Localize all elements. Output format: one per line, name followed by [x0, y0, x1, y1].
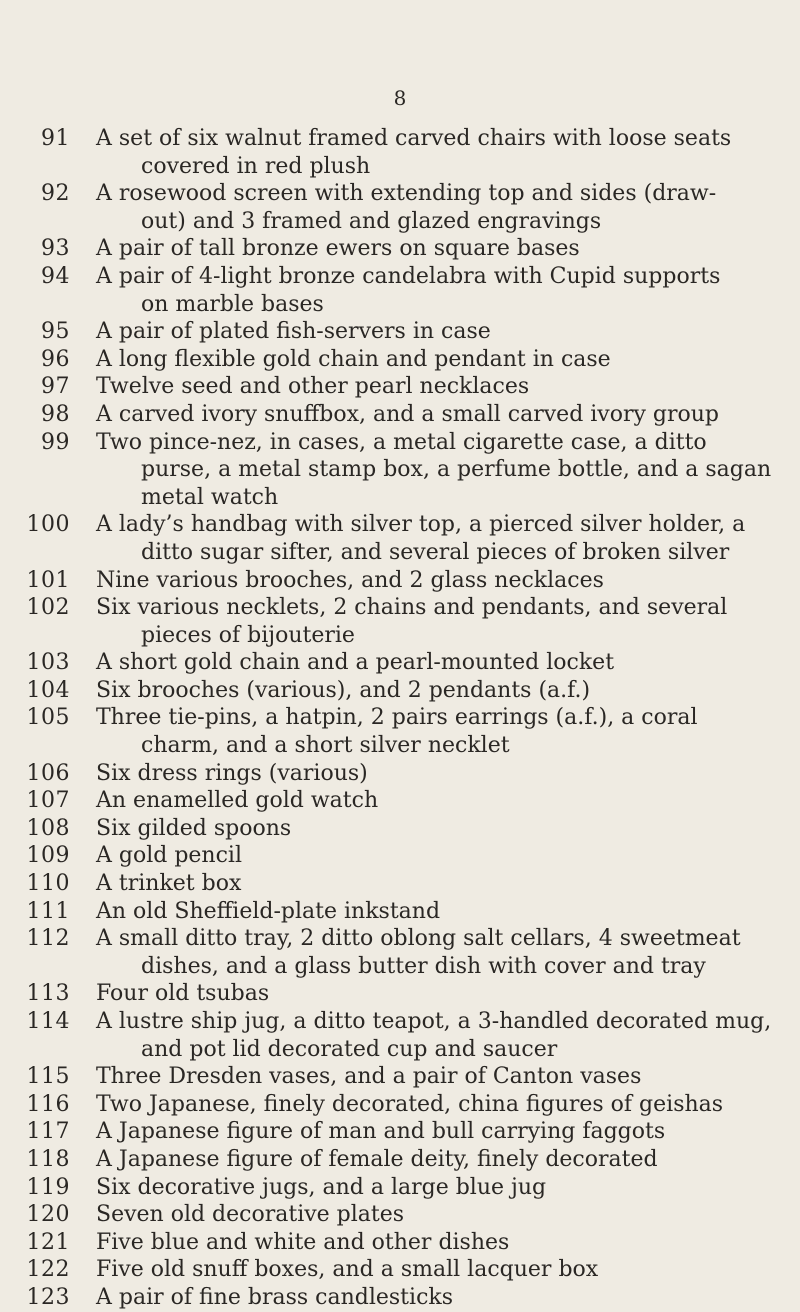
lot-description-line: A pair of fine brass candlesticks	[96, 1284, 454, 1310]
lot-description-line: on marble bases	[141, 291, 324, 317]
lot-description	[70, 925, 788, 980]
lot-description-line: A Japanese figure of female deity, finely decorated	[96, 1146, 658, 1172]
lot-description	[70, 1256, 788, 1284]
lot-description-line: Two Japanese, finely decorated, china figures of geishas	[96, 1091, 724, 1117]
lot-description-line: Three Dresden vases, and a pair of Canton vases	[96, 1064, 642, 1090]
lot-number: 115	[26, 1064, 70, 1090]
lot-entry	[18, 263, 788, 318]
lot-description-line: A lustre ship jug, a ditto teapot, a 3-handled decorated mug,	[96, 1009, 772, 1034]
lot-description-line: pieces of bijouterie	[141, 622, 355, 648]
lot-number: 114	[26, 1009, 70, 1034]
lot-number: 104	[26, 677, 70, 703]
lot-description-line: Three tie-pins, a hatpin, 2 pairs earrings (a.f.), a coral	[96, 705, 698, 731]
lot-entry	[18, 346, 788, 374]
lot-description	[70, 870, 788, 898]
lot-description	[70, 263, 788, 318]
lot-description-line: A lady’s handbag with silver top, a pierced silver holder, a	[96, 512, 746, 538]
lot-description-line: ditto sugar sifter, and several pieces of broken silver	[141, 539, 730, 565]
lot-entry	[18, 980, 788, 1008]
lot-entry	[18, 401, 788, 429]
lot-description	[70, 1174, 788, 1202]
lot-description	[70, 1146, 788, 1174]
lot-description	[70, 318, 788, 346]
lot-number: 102	[26, 595, 70, 621]
lot-description-line: Nine various brooches, and 2 glass necklaces	[96, 567, 604, 593]
lot-description	[70, 787, 788, 815]
lot-description-line: charm, and a short silver necklet	[141, 733, 510, 759]
lot-description	[70, 1284, 788, 1312]
lot-entry	[18, 1118, 788, 1146]
lot-description-line: An old Sheffield-plate inkstand	[96, 898, 441, 924]
lot-entry	[18, 1063, 788, 1091]
lot-number: 92	[41, 181, 70, 207]
lot-description-line: and pot lid decorated cup and saucer	[141, 1036, 558, 1062]
lot-description	[70, 511, 788, 566]
lot-number: 109	[26, 843, 70, 869]
lot-description	[70, 677, 788, 705]
lot-description	[70, 373, 788, 401]
lot-description-line: Four old tsubas	[96, 981, 270, 1007]
lot-description-line: A pair of plated fish-servers in case	[96, 319, 491, 345]
lot-entry	[18, 1091, 788, 1119]
lot-description-line: metal watch	[141, 484, 279, 510]
lot-number: 103	[26, 650, 70, 676]
lot-description-line: Six decorative jugs, and a large blue jug	[96, 1174, 547, 1200]
lot-description-line: Five old snuff boxes, and a small lacquer box	[96, 1257, 599, 1283]
lot-number: 120	[26, 1202, 70, 1228]
lot-description-line: Seven old decorative plates	[96, 1202, 405, 1228]
lot-entry	[18, 318, 788, 346]
lot-description	[70, 1008, 788, 1063]
lot-entry	[18, 815, 788, 843]
lot-entry	[18, 429, 788, 512]
lot-description-line: dishes, and a glass butter dish with cover and tray	[141, 953, 706, 979]
lot-description-line: Twelve seed and other pearl necklaces	[96, 374, 530, 400]
lot-description	[70, 567, 788, 595]
lot-number: 99	[41, 429, 70, 455]
lot-number: 117	[26, 1119, 70, 1145]
lot-list	[18, 125, 788, 1312]
lot-description-line: A short gold chain and a pearl-mounted locket	[96, 650, 615, 676]
lot-number: 122	[26, 1257, 70, 1283]
lot-description-line: A rosewood screen with extending top and sides (draw-	[96, 181, 717, 207]
lot-number: 112	[26, 926, 70, 952]
lot-number: 108	[26, 815, 70, 841]
lot-description-line: A gold pencil	[96, 843, 242, 869]
lot-entry	[18, 125, 788, 180]
lot-description	[70, 1229, 788, 1257]
lot-number: 106	[26, 760, 70, 786]
lot-entry	[18, 511, 788, 566]
lot-description	[70, 815, 788, 843]
lot-description	[70, 235, 788, 263]
lot-number: 119	[26, 1174, 70, 1200]
lot-number: 111	[26, 898, 70, 924]
lot-entry	[18, 898, 788, 926]
lot-description	[70, 842, 788, 870]
lot-description	[70, 980, 788, 1008]
lot-description	[70, 1063, 788, 1091]
lot-entry	[18, 1201, 788, 1229]
lot-number: 107	[26, 788, 70, 814]
lot-number: 121	[26, 1229, 70, 1255]
lot-entry	[18, 594, 788, 649]
lot-number: 95	[41, 319, 70, 345]
lot-entry	[18, 1256, 788, 1284]
lot-number: 100	[26, 512, 70, 538]
lot-number: 110	[26, 871, 70, 897]
lot-description-line: A pair of 4-light bronze candelabra with Cupid supports	[96, 263, 721, 289]
lot-entry	[18, 235, 788, 263]
lot-number: 116	[26, 1091, 70, 1117]
lot-entry	[18, 649, 788, 677]
lot-entry	[18, 870, 788, 898]
lot-description-line: A set of six walnut framed carved chairs with loose seats	[96, 126, 732, 151]
lot-entry	[18, 567, 788, 595]
lot-entry	[18, 787, 788, 815]
lot-entry	[18, 1146, 788, 1174]
lot-description	[70, 1118, 788, 1146]
lot-number: 96	[41, 346, 70, 372]
lot-description-line: A long flexible gold chain and pendant in case	[96, 346, 611, 372]
lot-description	[70, 594, 788, 649]
lot-entry	[18, 1174, 788, 1202]
lot-number: 101	[26, 567, 70, 593]
page-number: 8	[393, 86, 407, 110]
lot-entry	[18, 925, 788, 980]
lot-entry	[18, 842, 788, 870]
lot-description	[70, 346, 788, 374]
lot-entry	[18, 373, 788, 401]
lot-description-line: An enamelled gold watch	[96, 788, 379, 814]
lot-description	[70, 760, 788, 788]
lot-entry	[18, 1008, 788, 1063]
lot-description-line: A small ditto tray, 2 ditto oblong salt cellars, 4 sweetmeat	[96, 926, 741, 952]
lot-description	[70, 1091, 788, 1119]
lot-description-line: A carved ivory snuffbox, and a small carved ivory group	[96, 401, 720, 427]
lot-description-line: purse, a metal stamp box, a perfume bottle, and a sagan	[141, 457, 772, 483]
lot-entry	[18, 1284, 788, 1312]
lot-description-line: covered in red plush	[141, 153, 371, 179]
lot-number: 123	[26, 1284, 70, 1310]
lot-description	[70, 180, 788, 235]
lot-entry	[18, 1229, 788, 1257]
lot-entry	[18, 677, 788, 705]
lot-description-line: A pair of tall bronze ewers on square bases	[96, 236, 580, 262]
lot-number: 98	[41, 401, 70, 427]
lot-entry	[18, 760, 788, 788]
lot-description-line: A trinket box	[96, 871, 242, 897]
lot-description-line: Six dress rings (various)	[96, 760, 368, 786]
lot-description-line: Five blue and white and other dishes	[96, 1229, 510, 1255]
lot-description	[70, 1201, 788, 1229]
lot-description-line: A Japanese figure of man and bull carrying faggots	[96, 1119, 666, 1145]
lot-number: 105	[26, 705, 70, 731]
lot-number: 113	[26, 981, 70, 1007]
lot-description	[70, 401, 788, 429]
lot-entry	[18, 704, 788, 759]
lot-number: 94	[41, 263, 70, 289]
lot-description-line: Six brooches (various), and 2 pendants (a.f.)	[96, 677, 591, 703]
lot-number: 97	[41, 374, 70, 400]
lot-description-line: Six various necklets, 2 chains and pendants, and several	[96, 595, 728, 621]
lot-description	[70, 704, 788, 759]
lot-description-line: Six gilded spoons	[96, 815, 292, 841]
lot-description	[70, 125, 788, 180]
lot-description	[70, 898, 788, 926]
lot-number: 118	[26, 1146, 70, 1172]
lot-entry	[18, 180, 788, 235]
lot-number: 93	[41, 236, 70, 262]
lot-description-line: out) and 3 framed and glazed engravings	[141, 208, 602, 234]
lot-description	[70, 429, 788, 512]
lot-description	[70, 649, 788, 677]
lot-number: 91	[41, 126, 70, 151]
lot-description-line: Two pince-nez, in cases, a metal cigarette case, a ditto	[96, 429, 707, 455]
